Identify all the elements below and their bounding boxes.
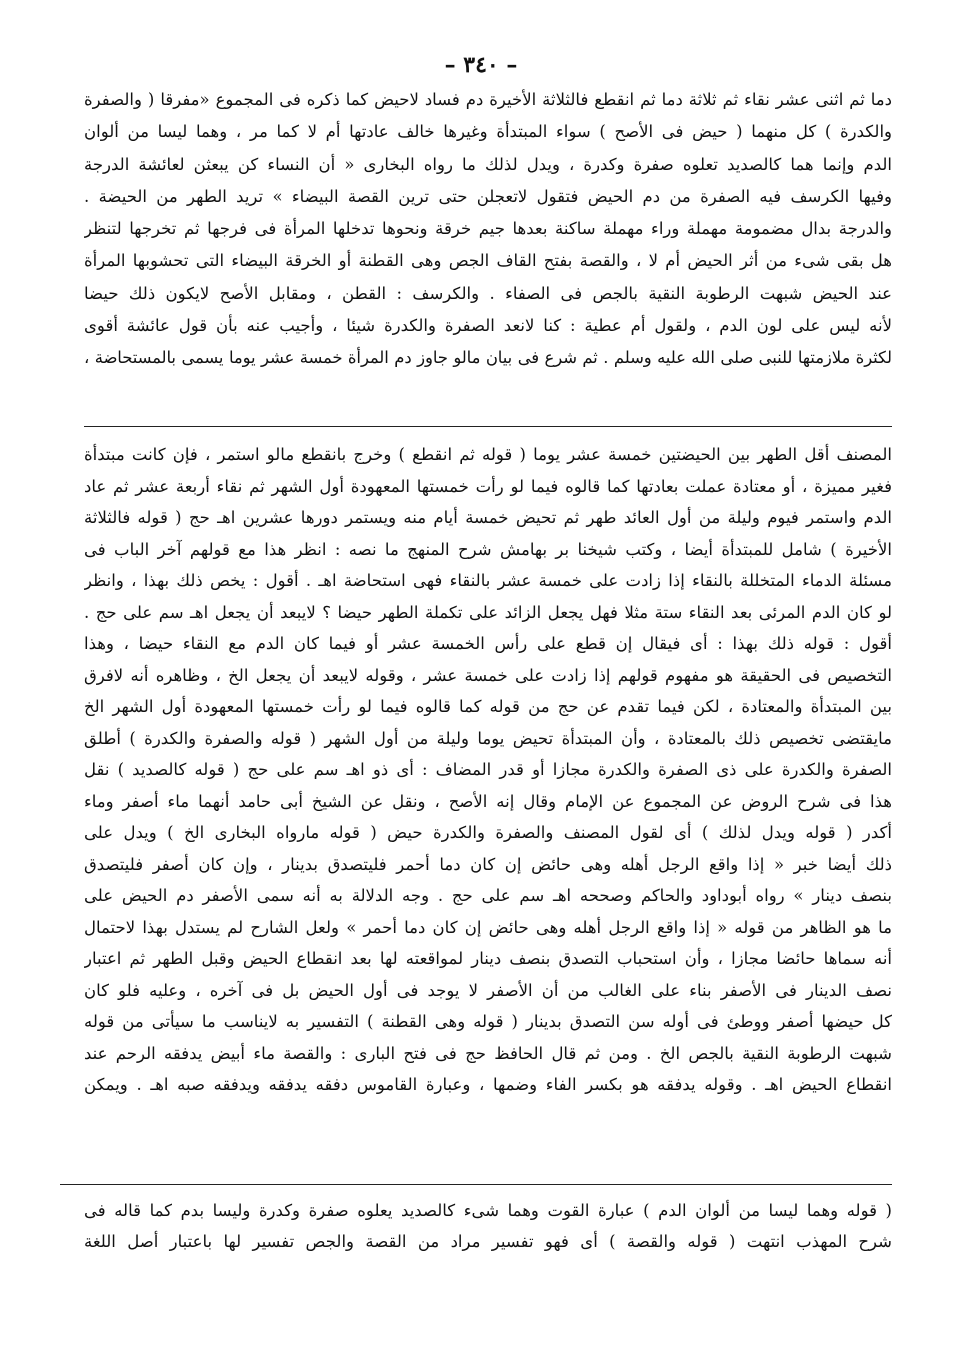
commentary-line: كل حيضها أصفر ووطئ فى أوله سن التصدق بدينار ( قوله وهى القطنة ) التفسير به لايناسب ما سيأتى من قوله <box>84 1012 892 1031</box>
footnote-line: ( قوله وهما ليسا من ألوان الدم ) عبارة القوت وهما شىء كالصديد يعلوه صفرة وكدرة وليسا بدم كما قاله فى <box>84 1201 892 1220</box>
commentary-line: شبهت الرطوبة النقية بالجص الخ . ومن ثم قال الحافظ حج فى فتح البارى : والقصة ماء أبيض يدفقه الرحم عند <box>84 1043 892 1063</box>
commentary-line: الصفرة والكدرة على ذى الصفرة والكدرة مجازا أو قدر المضاف : أى ذو اهـ سم على حج ( قوله كالصديد ) نقل <box>84 760 892 779</box>
commentary-line: المصنف أقل الطهر بين الحيضتين خمسة عشر يوما ( قوله ثم انقطع ) وخرج بانقطع مالو استمر ، فإن كانت مبتدأة <box>84 445 892 464</box>
commentary-line: بين المبتدأة والمعتادة ، لكن فيما تقدم عن حج من قوله كما قالوه فيما لو رأت خمستها المعهودة أول الشهر الخ <box>84 697 892 716</box>
main-line: هل بقى شىء من أثر الحيض أم لا ، والقصة بفتح القاف الجص وهى القطنة أو الخرقة البيضاء التى تحشوبها المرأة <box>84 251 892 271</box>
main-line: لأنه ليس على لون الدم ، ولقول أم عطية : كنا لانعد الصفرة والكدرة شيئا ، وأجيب عنه بأن قول عائشة أقوى <box>84 316 892 336</box>
commentary-line: التخصيص فى الحقيقة هو مفهوم قولهم إذا زادت على خمسة عشر ، وقوله لايبعد أن يجعل الخ ، وظاهره أنه لافرق <box>84 665 892 685</box>
commentary-text-block <box>84 439 892 1101</box>
main-line: وفيها الكرسف فيه الصفرة من دم الحيض فتقول لاتعجلن حتى ترين القصة البيضاء » تريد الطهر من الحيضة . <box>84 186 892 206</box>
commentary-line: ذلك أيضا خبر « إذا واقع الرجل أهله وهى حائض إن كان دما أحمر فليتصدق بدينار ، وإن كان أصفر فليتصدق <box>84 854 892 874</box>
section-divider <box>84 426 892 427</box>
commentary-line: مايقتضى تخصيص ذلك بالمعتادة ، وأن المبتدأة تحيض يوما وليلة من أول الشهر ( قوله والصفرة والكدرة ) أطلق <box>84 728 892 748</box>
footnote-line: شرح المهذب انتهت ( قوله والقصة ) أى فهو تفسير مراد من القصة والجص تفسير لها باعتبار أصل اللغة <box>84 1232 892 1251</box>
commentary-line: أنه سماها حائضا مجازا ، وأن استحباب التصدق بنصف دينار لمواقعته لها بعد انقطاع الحيض وقبل الطهر ثم اعتبار <box>84 949 892 968</box>
commentary-line: فغير مميزة ، أو معتادة عملت بعادتها كما قالوه فيما لو رأت خمستها المعهودة أول الشهر ثم نقاء أربعة عشر ثم عاد <box>84 476 892 496</box>
commentary-line: انقطاع الحيض اهـ . وقوله يدفقه هو بكسر الفاء وضمها ، وعبارة القاموس دفقه يدفقه ويدفقه صبه اهـ . ويمكن <box>84 1075 892 1094</box>
main-line: والدرجة بدال مضمومة مهملة وراء مهملة ساكنة بعدها جيم خرقة ونحوها تدخلها المرأة فى فرجها ثم تخرجها لتنظر <box>84 219 892 239</box>
commentary-line: مسئلة الدماء المتخللة بالنقاء إذا زادت على خمسة عشر بالنقاء فهى استحاضة اهـ . أقول : يخص ذلك بهذا ، وانظر <box>84 571 892 590</box>
main-line: والكدرة ) كل منهما ( حيض فى الأصح ) سواء المبتدأة وغيرها خالف عادتها أم لا كما مر ، وهما ليسا من ألوان <box>84 122 892 142</box>
commentary-line: أقول : قوله ذلك بهذا : أى فيقال إن قطع على رأس الخمسة عشر أو فيما كان الدم مع النقاء حيضا ، وهذا <box>84 634 892 653</box>
page-number: – ٣٤٠ – <box>444 52 518 78</box>
main-text-block <box>84 84 892 375</box>
main-line: عند الحيض شبهت الرطوبة النقية بالجص فى الصفاء . والكرسف : القطن ، ومقابل الأصح لايكون ذلك حيضا <box>84 283 892 303</box>
commentary-line: أكدر ( قوله ويدل لذلك ) أى لقول المصنف والصفرة والكدرة حيض ( قوله مارواه البخارى الخ ) ويدل على <box>84 823 892 842</box>
footnote-text-block <box>84 1195 892 1257</box>
main-line: دما ثم اثنى عشر نقاء ثم ثلاثة دما ثم انقطع فالثلاثة الأخيرة دم فساد لاحيض كما ذكره فى المجموع «مفرقا ( والصفرة <box>84 90 892 109</box>
commentary-line: الأخيرة ) شامل للمبتدأة أيضا ، وكتب شيخنا بر بهامش شرح المنهج ما نصه : انظر هذا مع قولهم آخر الباب فى <box>84 539 892 559</box>
commentary-line: بنصف دينار » رواه أبوداود والحاكم وصححه اهـ سم على حج . وجه الدلالة به أنه سمى الأصفر دم الحيض على <box>84 886 892 905</box>
commentary-line: الدم واستمر فيوم وليلة من أول العائد طهر ثم تحيض خمسة أيام منه ويستمر دورها عشرين اهـ حج ( قوله فالثلاثة <box>84 508 892 527</box>
commentary-line: نصف الدينار فى الأصفر بناء على الغالب من أن الأصفر لا يوجد فى أول الحيض بل فى آخره ، وعليه فلو كان <box>84 980 892 1000</box>
commentary-line: ما هو الظاهر من قوله « إذا واقع الرجل أهله وهى حائض إن كان دما أحمر » ولعل الشارح لم يستدل بهذا لاحتمال <box>84 917 892 937</box>
commentary-line: هذا فى شرح الروض عن المجموع عن الإمام وقال إنه الأصح ، ونقل عن الشيخ أبى حامد أنهما ماء أصفر وماء <box>84 791 892 811</box>
main-line: الدم وإنما هما كالصديد تعلوه صفرة وكدرة ، ويدل لذلك ما رواه البخارى « أن النساء كن يبعثن لعائشة الدرجة <box>84 154 892 174</box>
commentary-line: لو كان الدم المرئى بعد النقاء ستة مثلا فهل يجعل الزائد على تكملة الطهر حيضا ؟ لايبعد أن يجعل اهـ سم على حج . <box>84 602 892 622</box>
footnote-divider <box>60 1184 892 1185</box>
main-line: لكثرة ملازمتها للنبى صلى الله عليه وسلم . ثم شرع فى بيان مالو جاوز دم المرأة خمسة عشر يوما يسمى بالمستحاضة ، <box>84 348 892 368</box>
